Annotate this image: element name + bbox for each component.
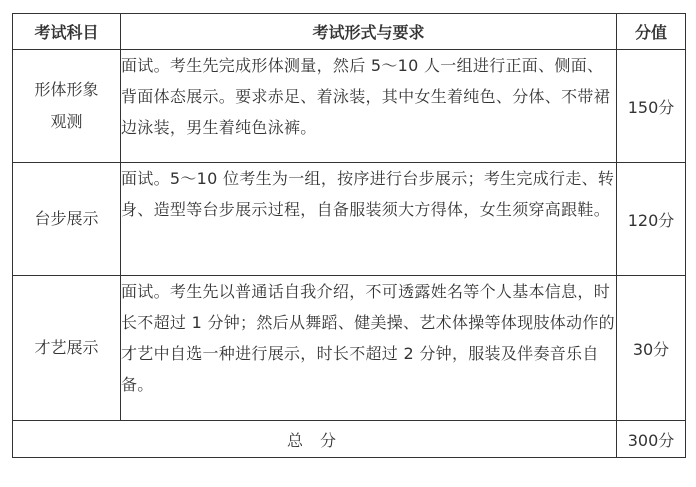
score-cell: 120分	[617, 163, 686, 276]
subject-cell: 才艺展示	[13, 276, 121, 421]
requirement-cell: 面试。考生先完成形体测量，然后 5～10 人一组进行正面、侧面、背面体态展示。要求赤足、着泳装，其中女生着纯色、分体、不带裙边泳装，男生着纯色泳裤。	[121, 50, 617, 163]
exam-table	[12, 13, 686, 458]
table-row	[13, 276, 686, 421]
score-cell: 150分	[617, 50, 686, 163]
table-row	[13, 163, 686, 276]
requirement-cell: 面试。5～10 位考生为一组，按序进行台步展示；考生完成行走、转身、造型等台步展示过程，自备服装须大方得体，女生须穿高跟鞋。	[121, 163, 617, 276]
header-row	[13, 14, 686, 50]
subject-cell	[13, 50, 121, 163]
subject-line: 观测	[50, 112, 83, 131]
header-format: 考试形式与要求	[121, 14, 617, 50]
header-subject: 考试科目	[13, 14, 121, 50]
header-score: 分值	[617, 14, 686, 50]
total-row	[13, 421, 686, 458]
score-cell: 30分	[617, 276, 686, 421]
table-row	[13, 50, 686, 163]
subject-line: 形体形象	[34, 80, 99, 99]
total-score: 300分	[617, 421, 686, 458]
requirement-cell: 面试。考生先以普通话自我介绍，不可透露姓名等个人基本信息，时长不超过 1 分钟；然后从舞蹈、健美操、艺术体操等体现肢体动作的才艺中自选一种进行展示，时长不超过 2 分钟，服装及伴奏音乐自备。	[121, 276, 617, 421]
subject-cell: 台步展示	[13, 163, 121, 276]
total-label: 总 分	[13, 421, 617, 458]
